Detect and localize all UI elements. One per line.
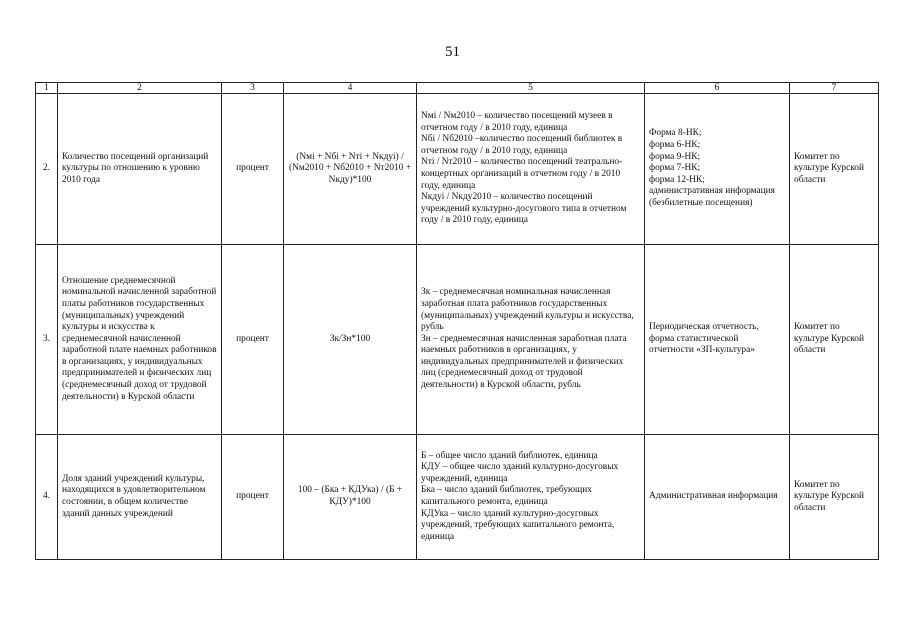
explanation-line: Nбi / Nб2010 –количество посещений библиотек в отчетном году / в 2010 году, единица (421, 134, 623, 156)
unit-cell: процент (222, 245, 284, 435)
table-row (36, 94, 879, 245)
source-line: Административная информация (649, 491, 778, 502)
responsible-cell: Комитет по культуре Курской области (790, 435, 879, 560)
source-line: форма 7-НК; (649, 163, 701, 174)
unit-cell: процент (222, 435, 284, 560)
table-header-row (36, 83, 879, 94)
explanation-line: КДУка – число зданий культурно-досуговых учреждений, требующих капитального ремонта, единица (421, 508, 615, 542)
explanation-line: Зн – среднемесячная начисленная заработная плата наемных работников в организациях, у индивидуальных предпринимателей и физических лиц (среднемесячный доход от трудовой деятельности) в Курской области, рубль (421, 333, 627, 391)
source-line: форма 9-НК; (649, 151, 701, 162)
source-line: форма 6-НК; (649, 140, 701, 151)
column-header: 2 (58, 83, 222, 94)
source-line: форма 12-НК; (649, 174, 705, 185)
explanation-cell (417, 94, 645, 245)
table-row (36, 245, 879, 435)
indicator-name: Количество посещений организаций культуры по отношению к уровню 2010 года (58, 94, 222, 245)
page-number: 51 (445, 44, 460, 60)
indicator-name: Отношение среднемесячной номинальной начисленной заработной платы работников государственных (муниципальных) учреждений культуры и искусства к среднемесячной начисленной заработной плате наемных работников в организациях, у индивидуальных предпринимателей и физических лиц (среднемесячный доход от трудовой деятельности) в Курской области (58, 245, 222, 435)
indicators-table (35, 82, 879, 560)
explanation-line: Nтi / Nт2010 – количество посещений театрально-концертных организаций в отчетном году / в 2010 году, единица (421, 157, 623, 191)
source-cell (645, 94, 790, 245)
source-line: Форма 8-НК; (649, 128, 702, 139)
explanation-line: КДУ – общее число зданий культурно-досуговых учреждений, единица (421, 462, 619, 484)
column-header: 4 (284, 83, 417, 94)
column-header: 3 (222, 83, 284, 94)
responsible-cell: Комитет по культуре Курской области (790, 245, 879, 435)
explanation-line: Зк – среднемесячная номинальная начисленная заработная плата работников государственных (муниципальных) учреждений культуры и искусства, рубль (421, 287, 634, 333)
explanation-line: Nмi / Nм2010 – количество посещений музеев в отчетном году / в 2010 году, единица (421, 111, 613, 133)
source-line: административная информация (безбилетные посещения) (649, 186, 775, 208)
indicator-name: Доля зданий учреждений культуры, находящихся в удовлетворительном состоянии, в общем количестве зданий данных учреждений (58, 435, 222, 560)
formula-cell: Зк/Зн*100 (284, 245, 417, 435)
formula-cell: 100 – (Бка + КДУка) / (Б + КДУ)*100 (284, 435, 417, 560)
source-cell (645, 245, 790, 435)
responsible-cell: Комитет по культуре Курской области (790, 94, 879, 245)
source-cell (645, 435, 790, 560)
column-header: 7 (790, 83, 879, 94)
column-header: 1 (36, 83, 58, 94)
column-header: 6 (645, 83, 790, 94)
row-number: 3. (36, 245, 58, 435)
explanation-line: Nкдуi / Nкду2010 – количество посещений учреждений культурно-досугового типа в отчетном году / в 2010 году, единица (421, 192, 627, 226)
formula-cell: (Nмi + Nбi + Nтi + Nкдуi) / (Nм2010 + Nб2010 + Nт2010 + Nкду)*100 (284, 94, 417, 245)
explanation-line: Бка – число зданий библиотек, требующих капитального ремонта, единица (421, 485, 592, 507)
row-number: 2. (36, 94, 58, 245)
row-number: 4. (36, 435, 58, 560)
unit-cell: процент (222, 94, 284, 245)
explanation-cell (417, 245, 645, 435)
column-header: 5 (417, 83, 645, 94)
explanation-line: Б – общее число зданий библиотек, единица (421, 450, 598, 461)
source-line: Периодическая отчетность, форма статистической отчетности «ЗП-культура» (649, 322, 759, 356)
explanation-cell (417, 435, 645, 560)
table-row (36, 435, 879, 560)
